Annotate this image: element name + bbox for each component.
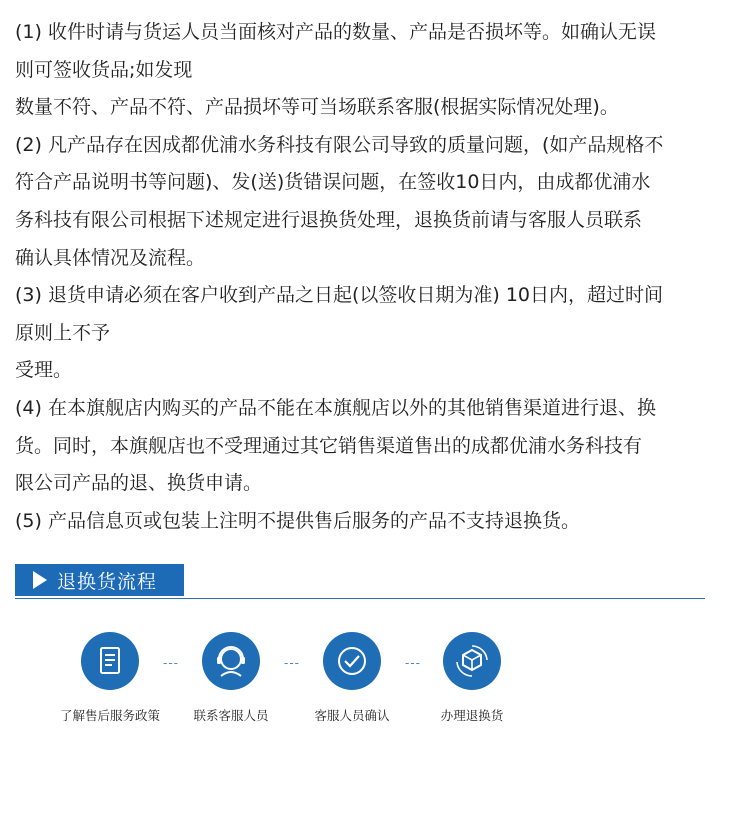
flow-step-exchange xyxy=(402,632,542,724)
flow-step-label: 联系客服人员 xyxy=(193,708,269,723)
flow-step-label: 了解售后服务政策 xyxy=(59,708,160,723)
flow-step-policy xyxy=(40,632,180,724)
policy-line: (2) 凡产品存在因成都优浦水务科技有限公司导致的质量问题，(如产品规格不 xyxy=(15,133,664,156)
policy-line: 则可签收货品;如发现 xyxy=(15,58,193,81)
customer-service-icon xyxy=(202,632,260,690)
policy-line: 原则上不予 xyxy=(15,321,111,344)
return-policy-text xyxy=(15,14,747,540)
policy-line: 数量不符、产品不符、产品损坏等可当场联系客服(根据实际情况处理)。 xyxy=(15,96,619,119)
policy-line: 务科技有限公司根据下述规定进行退换货处理，退换货前请与客服人员联系 xyxy=(15,208,643,231)
policy-line: 限公司产品的退、换货申请。 xyxy=(15,472,263,495)
policy-line: 确认具体情况及流程。 xyxy=(15,246,206,269)
flow-step-label: 客服人员确认 xyxy=(314,708,390,723)
flow-step-label: 办理退换货 xyxy=(440,708,504,723)
section-title: 退换货流程 xyxy=(57,570,158,593)
return-process-header xyxy=(15,564,705,599)
flow-step-contact xyxy=(161,632,301,724)
return-process-flow xyxy=(0,610,750,740)
policy-line: (3) 退货申请必须在客户收到产品之日起(以签收日期为准) 10日内，超过时间 xyxy=(15,284,663,307)
flow-step-confirm xyxy=(282,632,422,724)
flow-connector: --- xyxy=(284,656,300,670)
policy-line: 受理。 xyxy=(15,359,73,382)
document-icon xyxy=(81,632,139,690)
flow-connector: --- xyxy=(405,656,421,670)
policy-line: (1) 收件时请与货运人员当面核对产品的数量、产品是否损坏等。如确认无误 xyxy=(15,21,656,43)
policy-line: 货。同时，本旗舰店也不受理通过其它销售渠道售出的成都优浦水务科技有 xyxy=(15,434,643,457)
flow-connector: --- xyxy=(163,656,179,670)
section-title-tab xyxy=(15,564,184,596)
exchange-box-icon xyxy=(443,632,501,690)
policy-line: 符合产品说明书等问题)、发(送)货错误问题，在签收10日内，由成都优浦水 xyxy=(15,171,651,194)
checkmark-icon xyxy=(323,632,381,690)
policy-line: (4) 在本旗舰店内购买的产品不能在本旗舰店以外的其他销售渠道进行退、换 xyxy=(15,396,656,419)
play-triangle-icon xyxy=(33,571,47,589)
policy-line: (5) 产品信息页或包装上注明不提供售后服务的产品不支持退换货。 xyxy=(15,509,580,532)
